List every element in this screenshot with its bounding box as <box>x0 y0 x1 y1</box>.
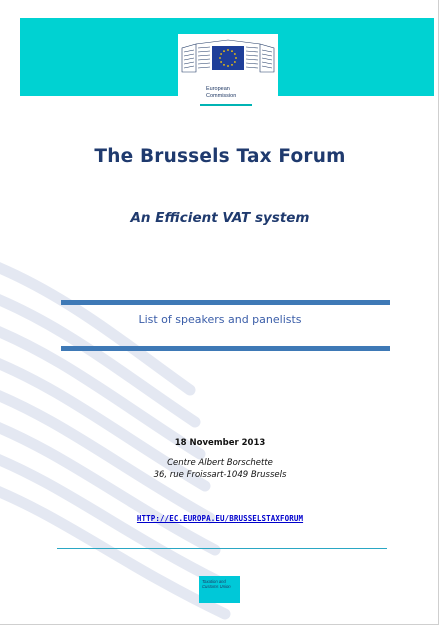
taxation-customs-union-badge <box>199 576 240 603</box>
list-label: List of speakers and panelists <box>138 313 302 326</box>
event-date: 18 November 2013 <box>174 438 266 448</box>
event-venue: Centre Albert Borschette <box>167 458 273 468</box>
badge-line-2: Customs Union <box>202 584 231 589</box>
organization-name <box>206 86 236 99</box>
document-subtitle: An Efficient VAT system <box>130 210 310 226</box>
event-address: 36, rue Froissart-1049 Brussels <box>153 470 287 480</box>
berlaymont-building-icon <box>178 34 278 114</box>
european-commission-logo <box>178 34 278 114</box>
divider-bar-bottom <box>61 346 390 351</box>
forum-link[interactable]: HTTP://EC.EUROPA.EU/BRUSSELSTAXFORUM <box>136 514 304 523</box>
badge-line-1: Taxation and <box>202 579 226 584</box>
org-line-2: Commission <box>206 92 237 99</box>
document-title: The Brussels Tax Forum <box>94 146 346 167</box>
org-line-1: European <box>206 86 230 92</box>
footer-rule <box>57 548 387 549</box>
logo-underline <box>200 104 252 106</box>
divider-bar-top <box>61 300 390 305</box>
badge-text <box>202 579 231 589</box>
